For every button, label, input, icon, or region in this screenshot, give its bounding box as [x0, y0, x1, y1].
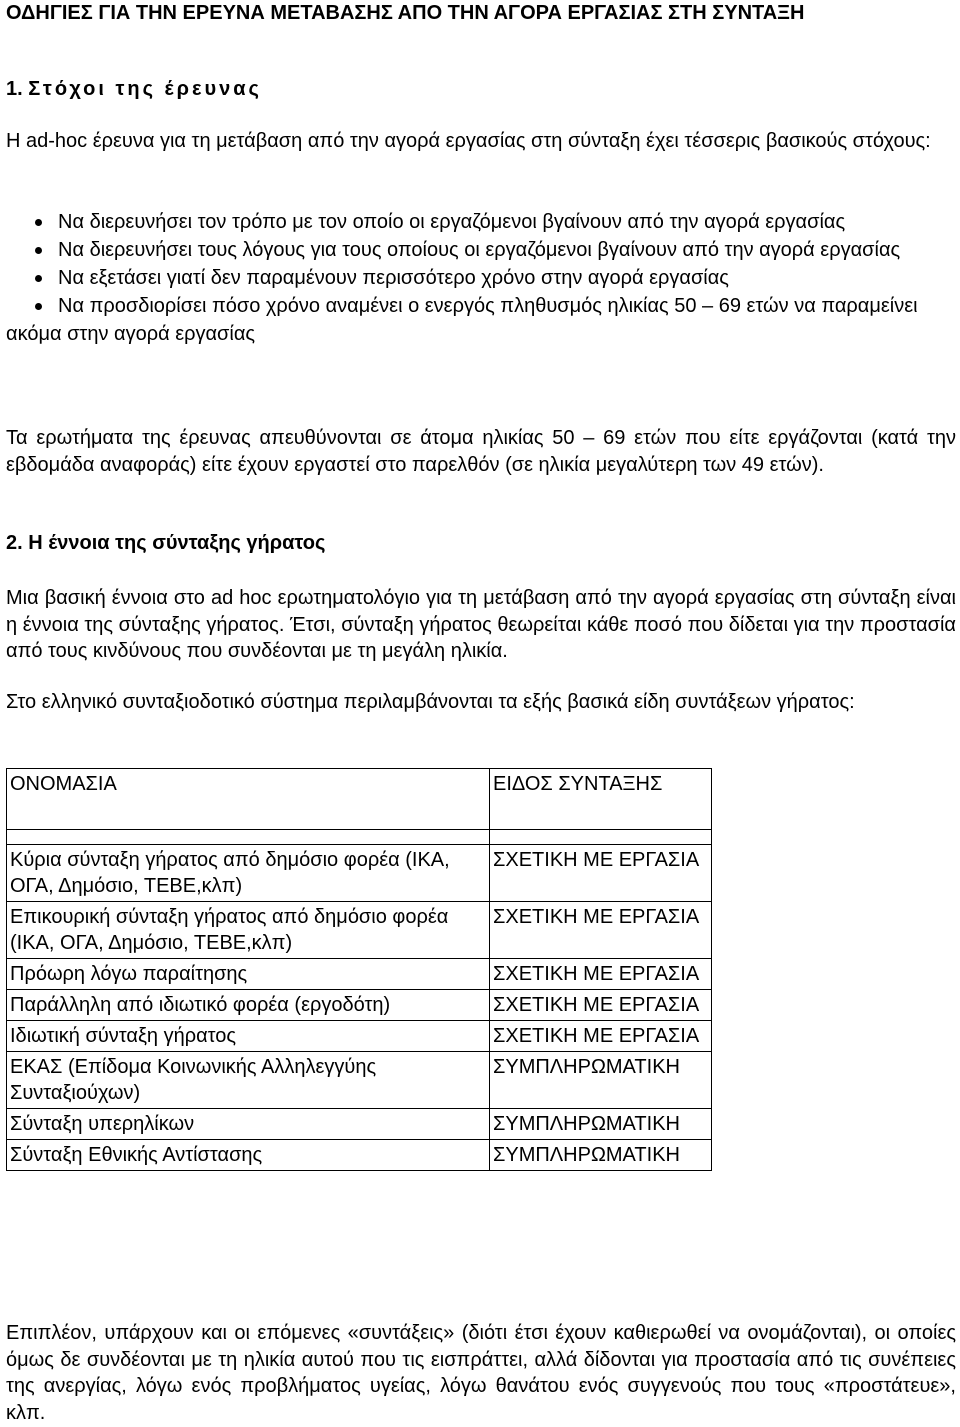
bullet-icon [35, 247, 42, 254]
pension-type: ΣΧΕΤΙΚΗ ΜΕ ΕΡΓΑΣΙΑ [490, 845, 712, 902]
pension-name: Πρόωρη λόγω παραίτησης [7, 959, 490, 990]
table-row [7, 902, 712, 959]
document-title: ΟΔΗΓΙΕΣ ΓΙΑ ΤΗΝ ΕΡΕΥΝΑ ΜΕΤΑΒΑΣΗΣ ΑΠΟ ΤΗΝ ΑΓΟΡΑ ΕΡΓΑΣΙΑΣ ΣΤΗ ΣΥΝΤΑΞΗ [6, 2, 805, 24]
table-row [7, 1021, 712, 1052]
objective-item [6, 208, 956, 236]
section-2-paragraph-2: Στο ελληνικό συνταξιοδοτικό σύστημα περιλαμβάνονται τα εξής βασικά είδη συντάξεων γήρατος: [6, 691, 855, 713]
section-2-paragraph-1: Μια βασική έννοια στο ad hoc ερωτηματολόγιο για τη μετάβαση από την αγορά εργασίας στη σύνταξη είναι η έννοια της σύνταξης γήρατος. Έτσι, σύνταξη γήρατος θεωρείται κάθε ποσό που δίδεται για την προστασία από τους κινδύνους που συνδέονται με τη μεγάλη ηλικία. [6, 587, 956, 662]
target-population-text: Τα ερωτήματα της έρευνας απευθύνονται σε άτομα ηλικίας 50 – 69 ετών που είτε εργάζονται (κατά την εβδομάδα αναφοράς) είτε έχουν εργαστεί στο παρελθόν (σε ηλικία μεγαλύτερη των 49 ετών). [6, 427, 956, 476]
table-row [7, 959, 712, 990]
section-1-intro: Η ad-hoc έρευνα για τη μετάβαση από την αγορά εργασίας στη σύνταξη έχει τέσσερις βασικούς στόχους: [6, 130, 931, 152]
table-row [7, 990, 712, 1021]
table-row [7, 1140, 712, 1171]
table-row [7, 1109, 712, 1140]
pension-type: ΣΥΜΠΛΗΡΩΜΑΤΙΚΗ [490, 1109, 712, 1140]
pension-type: ΣΧΕΤΙΚΗ ΜΕ ΕΡΓΑΣΙΑ [490, 902, 712, 959]
header-name: ΟΝΟΜΑΣΙΑ [7, 769, 490, 830]
section-1-number: 1. [6, 78, 23, 100]
bullet-icon [35, 275, 42, 282]
bullet-icon [35, 303, 42, 310]
section-1-heading [6, 78, 262, 101]
bullet-icon [35, 219, 42, 226]
header-type: ΕΙΔΟΣ ΣΥΝΤΑΞΗΣ [490, 769, 712, 830]
pension-type: ΣΥΜΠΛΗΡΩΜΑΤΙΚΗ [490, 1140, 712, 1171]
table-header-row [7, 769, 712, 830]
pension-types-table [6, 768, 712, 1171]
table-row [7, 845, 712, 902]
section-1-title: Στόχοι της έρευνας [28, 78, 262, 100]
table-spacer-row [7, 830, 712, 845]
table-row [7, 1052, 712, 1109]
pension-type: ΣΧΕΤΙΚΗ ΜΕ ΕΡΓΑΣΙΑ [490, 990, 712, 1021]
pension-type: ΣΥΜΠΛΗΡΩΜΑΤΙΚΗ [490, 1052, 712, 1109]
pension-name: Παράλληλη από ιδιωτικό φορέα (εργοδότη) [7, 990, 490, 1021]
objective-item [6, 292, 956, 348]
objective-text: Να διερευνήσει τους λόγους για τους οποίους οι εργαζόμενοι βγαίνουν από την αγορά εργασίας [58, 239, 901, 261]
objective-text: Να διερευνήσει τον τρόπο με τον οποίο οι εργαζόμενοι βγαίνουν από την αγορά εργασίας [58, 211, 846, 233]
pension-name: Κύρια σύνταξη γήρατος από δημόσιο φορέα (ΙΚΑ, ΟΓΑ, Δημόσιο, ΤΕΒΕ,κλπ) [7, 845, 490, 902]
pension-name: ΕΚΑΣ (Επίδομα Κοινωνικής Αλληλεγγύης Συνταξιούχων) [7, 1052, 490, 1109]
pension-name: Σύνταξη Εθνικής Αντίστασης [7, 1140, 490, 1171]
objective-item [6, 264, 956, 292]
pension-type: ΣΧΕΤΙΚΗ ΜΕ ΕΡΓΑΣΙΑ [490, 1021, 712, 1052]
pension-name: Σύνταξη υπερηλίκων [7, 1109, 490, 1140]
pension-name: Ιδιωτική σύνταξη γήρατος [7, 1021, 490, 1052]
closing-paragraph: Επιπλέον, υπάρχουν και οι επόμενες «συντάξεις» (διότι έτσι έχουν καθιερωθεί να ονομάζονται), οι οποίες όμως δε συνδέονται με τη ηλικία αυτού που τις εισπράττει, αλλά δίδονται για προστασία από τις συνέπειες της ανεργίας, λόγω ενός προβλήματος υγείας, λόγω θανάτου ενός συγγενούς που τους «προστάτευε», κλπ. [6, 1322, 956, 1424]
objective-item [6, 236, 956, 264]
section-2-heading: 2. Η έννοια της σύνταξης γήρατος [6, 532, 326, 554]
pension-name: Επικουρική σύνταξη γήρατος από δημόσιο φορέα (ΙΚΑ, ΟΓΑ, Δημόσιο, ΤΕΒΕ,κλπ) [7, 902, 490, 959]
objective-text: Να προσδιορίσει πόσο χρόνο αναμένει ο ενεργός πληθυσμός ηλικίας 50 – 69 ετών να παραμείνει ακόμα στην αγορά εργασίας [6, 295, 918, 345]
pension-type: ΣΧΕΤΙΚΗ ΜΕ ΕΡΓΑΣΙΑ [490, 959, 712, 990]
objectives-list [6, 208, 956, 348]
objective-text: Να εξετάσει γιατί δεν παραμένουν περισσότερο χρόνο στην αγορά εργασίας [58, 267, 729, 289]
